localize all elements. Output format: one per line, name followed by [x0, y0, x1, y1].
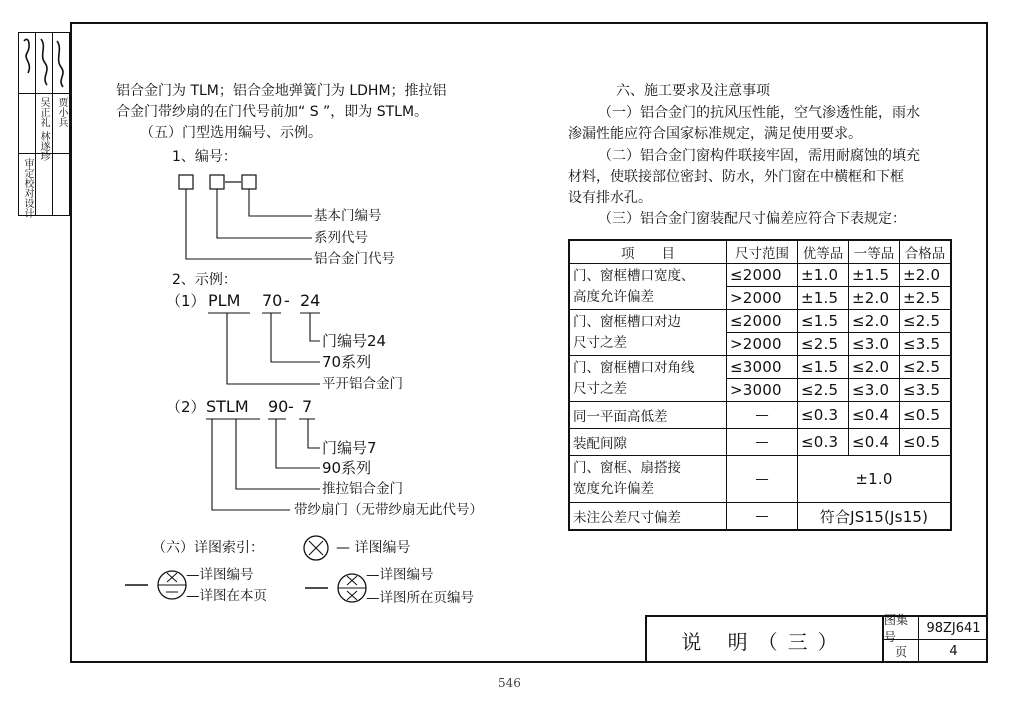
atlas-label: 图集号	[884, 617, 919, 640]
cell-value: ≤3.0	[849, 333, 900, 356]
row-item-line: 门、窗框槽口对角线	[573, 359, 695, 376]
footer-page-number: 546	[498, 676, 521, 690]
code-box-door-type	[210, 175, 224, 189]
label-series-code: 系列代号	[314, 230, 368, 246]
row-item-line: 门、窗框槽口对边	[573, 313, 681, 330]
cell-value: ≤2.5	[798, 379, 849, 402]
section-6-heading: （六）详图索引：	[152, 540, 264, 556]
sidebar-role: 审定	[22, 158, 33, 178]
example-1-dash: -	[284, 291, 290, 310]
example-1-code: PLM	[208, 291, 241, 310]
sidebar-role: 设计	[22, 198, 33, 218]
label-basic-door-number: 基本门编号	[314, 208, 382, 224]
requirement-2-line-2: 材料，使联接部位密封、防水，外门窗在中横框和下框	[568, 169, 904, 185]
cell-value: ≤3.5	[900, 379, 952, 402]
drawing-title: 说 明（三）	[647, 617, 884, 663]
example-2-label-number: 门编号7	[322, 439, 377, 457]
cell-value: ≤0.5	[900, 402, 952, 429]
table-row	[569, 310, 951, 333]
section-6-construction-heading: 六、施工要求及注意事项	[616, 83, 770, 99]
row-item-line: 尺寸之差	[573, 380, 627, 397]
cell-range: >2000	[727, 287, 798, 310]
cell-value: ≤0.3	[798, 429, 849, 456]
cell-value: ±1.5	[798, 287, 849, 310]
cell-value: ≤2.5	[798, 333, 849, 356]
example-1-label-type: 平开铝合金门	[322, 376, 403, 392]
cell-value: ≤0.4	[849, 402, 900, 429]
row-item-line: 宽度允许偏差	[573, 481, 654, 497]
requirement-2-line-3: 设有排水孔。	[568, 190, 652, 206]
row-item: 装配间隙	[569, 429, 727, 456]
cell-value: ≤3.5	[900, 333, 952, 356]
table-row	[569, 264, 951, 287]
example-1-label-series: 70系列	[322, 353, 372, 371]
cell-value: ±2.0	[900, 264, 952, 287]
cell-value: ±1.0	[798, 264, 849, 287]
tolerance-table	[568, 239, 952, 531]
cell-value-merged: 符合JS15(Js15)	[798, 503, 952, 531]
cell-value: ±2.0	[849, 287, 900, 310]
cell-value: ±2.5	[900, 287, 952, 310]
cell-range: >3000	[727, 379, 798, 402]
cell-range: —	[727, 429, 798, 456]
intro-line-2: 合金门带纱扇的在门代号前加“ S ”，即为 STLM。	[116, 104, 429, 120]
sidebar-name: 林遂珍	[38, 131, 49, 161]
example-1-prefix: （1）	[166, 292, 206, 310]
example-1-label-number: 门编号24	[322, 332, 387, 350]
table-row	[569, 402, 951, 429]
row-item-line: 门、窗框、扇搭接	[573, 460, 681, 476]
row-item	[569, 356, 727, 402]
header-superior: 优等品	[798, 240, 849, 264]
detail-other-page-label-1: —详图编号	[366, 567, 434, 583]
code-box-door-number	[242, 175, 256, 189]
page-label: 页	[884, 640, 919, 663]
cell-range: —	[727, 456, 798, 503]
header-first: 一等品	[849, 240, 900, 264]
detail-on-page-label-1: —详图编号	[186, 567, 254, 583]
cell-value: ≤1.5	[798, 310, 849, 333]
row-item-line: 尺寸之差	[573, 334, 627, 351]
row-item	[569, 310, 727, 356]
example-2-label-type: 推拉铝合金门	[322, 481, 403, 497]
cell-range: ≤2000	[727, 310, 798, 333]
label-door-code: 铝合金门代号	[314, 251, 395, 267]
table-header-row	[569, 240, 951, 264]
example-2-series: 90	[268, 397, 289, 416]
cell-value: ≤2.5	[900, 310, 952, 333]
table-row	[569, 429, 951, 456]
cell-value: ≤0.4	[849, 429, 900, 456]
cell-value: ≤3.0	[849, 379, 900, 402]
cell-value: ≤2.5	[900, 356, 952, 379]
sidebar-name: 吴正礼	[38, 97, 49, 127]
header-range: 尺寸范围	[727, 240, 798, 264]
title-block	[645, 615, 988, 663]
example-1-number: 24	[300, 291, 321, 310]
page-number: 4	[949, 644, 958, 659]
code-box-series	[179, 175, 193, 189]
example-2-dash: -	[288, 397, 294, 416]
table-row	[569, 456, 951, 503]
requirement-3: （三）铝合金门窗装配尺寸偏差应符合下表规定：	[598, 211, 906, 227]
cell-range: ≤3000	[727, 356, 798, 379]
example-title: 2、示例：	[172, 272, 237, 288]
cell-range: ≤2000	[727, 264, 798, 287]
cell-value: ±1.5	[849, 264, 900, 287]
cell-value: ≤2.0	[849, 356, 900, 379]
table-row	[569, 356, 951, 379]
example-2-code: STLM	[206, 397, 249, 416]
cell-range: —	[727, 503, 798, 531]
cell-range: —	[727, 402, 798, 429]
row-item: 同一平面高低差	[569, 402, 727, 429]
sidebar-role: 校对	[22, 178, 33, 198]
cell-value: ≤2.0	[849, 310, 900, 333]
row-item	[569, 264, 727, 310]
header-item: 项 目	[569, 240, 727, 264]
cell-value-merged: ±1.0	[798, 456, 952, 503]
cell-range: >2000	[727, 333, 798, 356]
example-1-series: 70	[262, 291, 283, 310]
row-item: 未注公差尺寸偏差	[569, 503, 727, 531]
cell-value: ≤0.3	[798, 402, 849, 429]
header-qualified: 合格品	[900, 240, 952, 264]
table-row	[569, 503, 951, 531]
detail-on-page-label-2: —详图在本页	[186, 588, 267, 604]
requirement-1-line-2: 渗漏性能应符合国家标准规定，满足使用要求。	[568, 126, 862, 142]
section-5-heading: （五）门型选用编号、示例。	[140, 125, 322, 141]
row-item-line: 高度允许偏差	[573, 288, 654, 305]
row-item	[569, 456, 727, 503]
requirement-1-line-1: （一）铝合金门的抗风压性能，空气渗透性能，雨水	[598, 105, 920, 121]
example-2-prefix: （2）	[166, 398, 206, 416]
row-item-line: 门、窗框槽口宽度、	[573, 267, 695, 284]
example-2-label-series: 90系列	[322, 459, 372, 477]
numbering-title: 1、编号：	[172, 149, 237, 165]
intro-line-1: 铝合金门为 TLM；铝合金地弹簧门为 LDHM；推拉铝	[116, 83, 447, 99]
example-2-number: 7	[302, 397, 313, 416]
cell-value: ≤1.5	[798, 356, 849, 379]
atlas-number: 98ZJ641	[919, 617, 988, 640]
detail-other-page-label-2: —详图所在页编号	[366, 590, 474, 606]
detail-index-label: — 详图编号	[336, 540, 411, 556]
sidebar-name: 贾小兵	[56, 97, 67, 127]
requirement-2-line-1: （二）铝合金门窗构件联接牢固，需用耐腐蚀的填充	[598, 148, 920, 164]
cell-value: ≤0.5	[900, 429, 952, 456]
example-2-label-screen: 带纱扇门（无带纱扇无此代号）	[294, 502, 483, 518]
